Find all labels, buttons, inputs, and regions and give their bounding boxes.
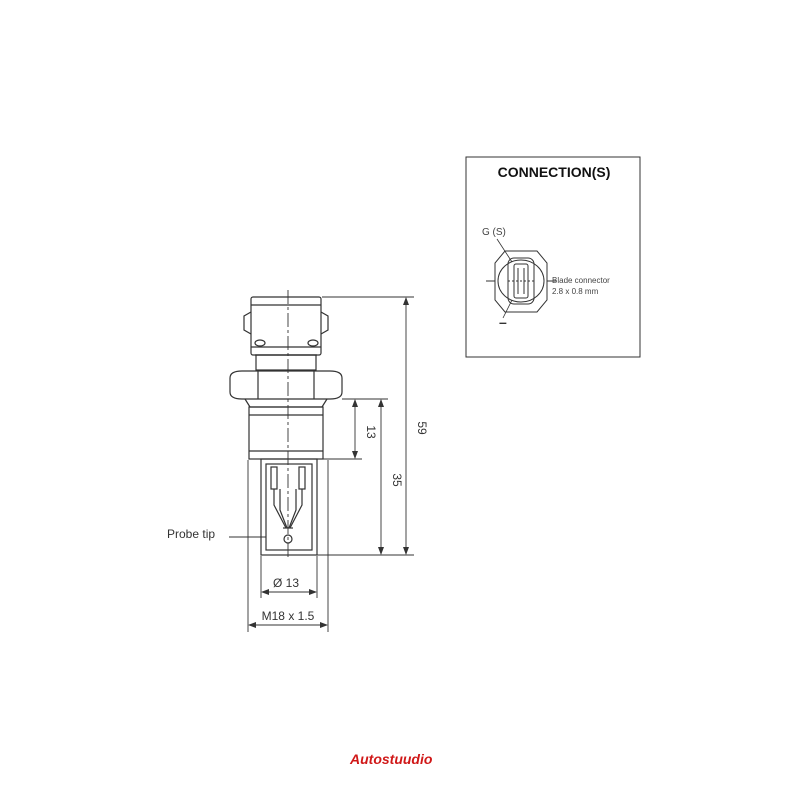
probe-tip-label: Probe tip	[167, 527, 216, 541]
hex-nut	[230, 371, 342, 407]
brand-logo: Autostuudio	[350, 751, 433, 767]
connection-title: CONNECTION(S)	[497, 164, 611, 180]
sensor-body	[230, 290, 342, 560]
thread-section	[249, 407, 323, 459]
terminal-label: G (S)	[482, 227, 506, 238]
probe-housing	[261, 459, 317, 555]
ground-symbol: –	[499, 314, 507, 330]
connector-name: Blade connector	[552, 276, 610, 285]
thread-size-label: M18 x 1.5	[261, 609, 315, 623]
thread-length-label: 13	[364, 425, 378, 439]
total-length-label: 59	[415, 421, 429, 435]
connector-head	[244, 297, 328, 370]
connector-size: 2.8 x 0.8 mm	[552, 287, 599, 296]
probe-diameter-label: Ø 13	[272, 576, 300, 590]
immersion-length-label: 35	[390, 473, 404, 487]
connection-box	[466, 157, 640, 357]
